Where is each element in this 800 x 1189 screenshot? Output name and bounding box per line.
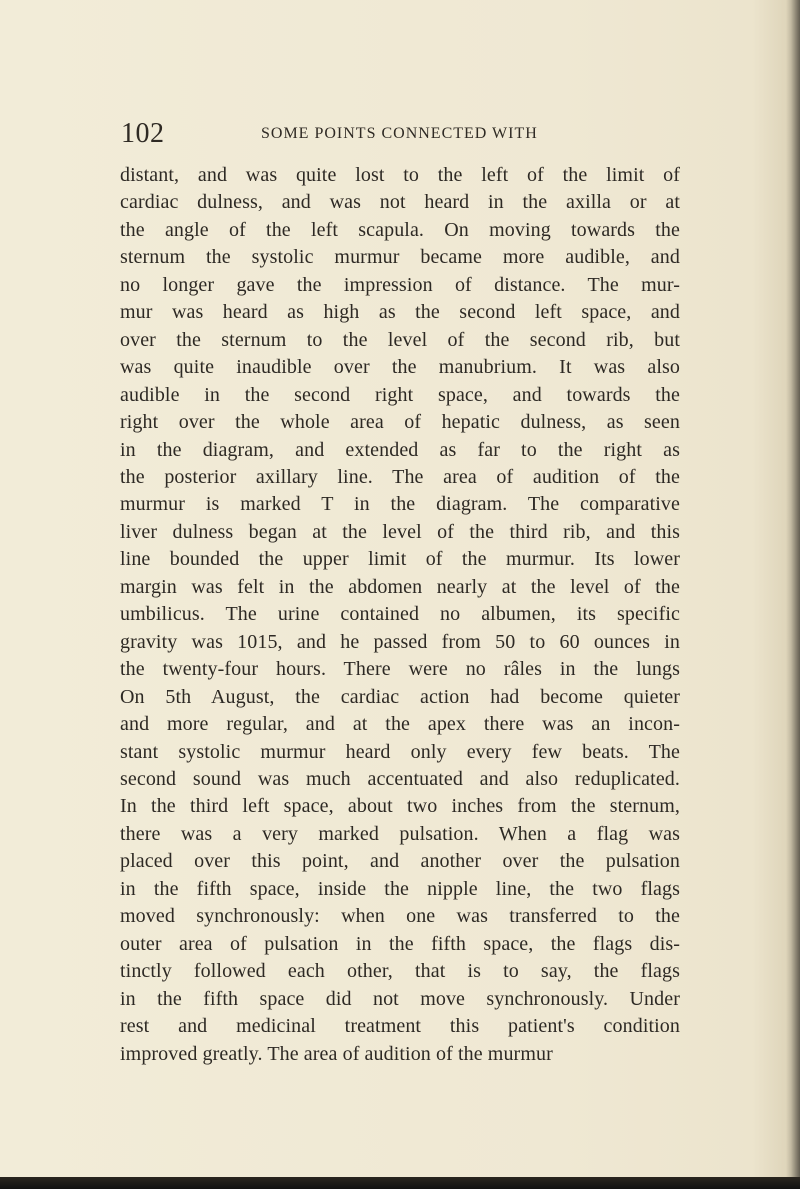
text-line: sternum the systolic murmur became more audible, and bbox=[120, 246, 680, 269]
text-line: in the fifth space, inside the nipple line, the two flags bbox=[120, 877, 680, 900]
text-line: in the fifth space did not move synchronously. Under bbox=[120, 987, 680, 1010]
text-line: the posterior axillary line. The area of audition of the bbox=[120, 465, 680, 488]
text-line: liver dulness began at the level of the third rib, and this bbox=[120, 520, 680, 543]
text-line: umbilicus. The urine contained no albumen, its specific bbox=[120, 603, 680, 626]
text-line: no longer gave the impression of distance. The mur- bbox=[120, 273, 680, 296]
text-line: stant systolic murmur heard only every few beats. The bbox=[120, 740, 680, 763]
text-line: moved synchronously: when one was transferred to the bbox=[120, 905, 680, 928]
text-line: the twenty-four hours. There were no râles in the lungs bbox=[120, 658, 680, 681]
page-number: 102 bbox=[121, 118, 165, 149]
text-line: On 5th August, the cardiac action had become quieter bbox=[120, 685, 680, 708]
text-line: tinctly followed each other, that is to say, the flags bbox=[120, 960, 680, 983]
text-line: audible in the second right space, and towards the bbox=[120, 383, 680, 406]
text-line: over the sternum to the level of the second rib, but bbox=[120, 328, 680, 351]
text-line: in the diagram, and extended as far to the right as bbox=[120, 438, 680, 461]
running-head: SOME POINTS CONNECTED WITH bbox=[261, 125, 538, 142]
text-line: second sound was much accentuated and also reduplicated. bbox=[120, 767, 680, 790]
text-line: outer area of pulsation in the fifth space, the flags dis- bbox=[120, 932, 680, 955]
text-line: margin was felt in the abdomen nearly at the level of the bbox=[120, 575, 680, 598]
text-line: cardiac dulness, and was not heard in the axilla or at bbox=[120, 191, 680, 214]
text-line: distant, and was quite lost to the left of the limit of bbox=[120, 164, 680, 186]
text-line: was quite inaudible over the manubrium. It was also bbox=[120, 356, 680, 379]
text-line: there was a very marked pulsation. When a flag was bbox=[120, 822, 680, 845]
text-line: placed over this point, and another over the pulsation bbox=[120, 850, 680, 873]
text-line: line bounded the upper limit of the murmur. Its lower bbox=[120, 548, 680, 571]
page-header bbox=[121, 118, 681, 148]
text-line: the angle of the left scapula. On moving towards the bbox=[120, 218, 680, 241]
text-line: rest and medicinal treatment this patient's condition bbox=[120, 1015, 680, 1038]
text-line: improved greatly. The area of audition of the murmur bbox=[120, 1042, 553, 1065]
text-line: murmur is marked T in the diagram. The comparative bbox=[120, 493, 680, 516]
text-line: In the third left space, about two inches from the sternum, bbox=[120, 795, 680, 818]
text-line: right over the whole area of hepatic dulness, as seen bbox=[120, 411, 680, 434]
text-line: and more regular, and at the apex there was an incon- bbox=[120, 713, 680, 736]
body-text bbox=[120, 162, 680, 1068]
text-line: mur was heard as high as the second left space, and bbox=[120, 301, 680, 324]
bottom-scan-border bbox=[0, 1177, 800, 1189]
page-edge-shadow bbox=[786, 0, 800, 1189]
text-line: gravity was 1015, and he passed from 50 to 60 ounces in bbox=[120, 630, 680, 653]
